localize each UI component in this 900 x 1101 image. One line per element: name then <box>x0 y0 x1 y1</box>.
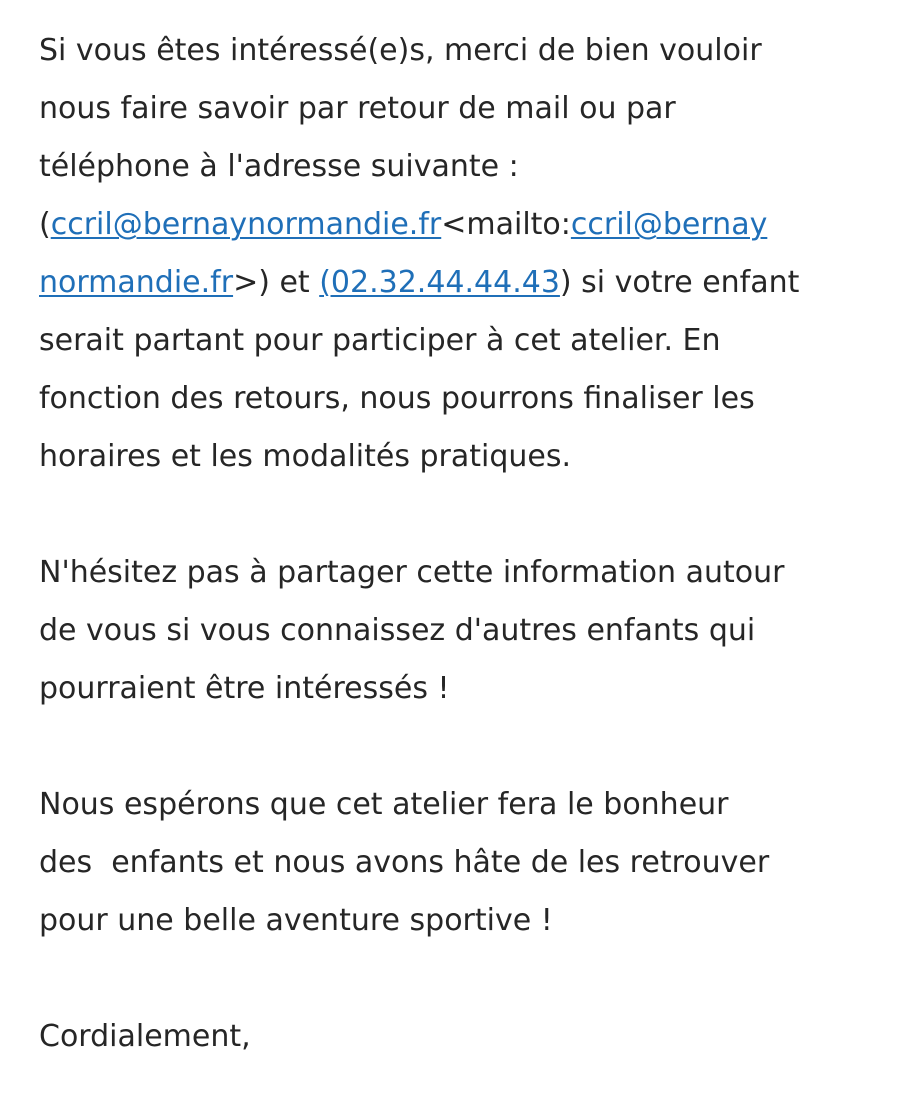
text-fragment: ( <box>39 207 51 242</box>
text-line: Si vous êtes intéressé(e)s, merci de bien vouloir <box>39 33 762 68</box>
paragraph-hope <box>39 776 869 950</box>
closing-salutation: Cordialement, <box>39 1019 251 1054</box>
mailto-link[interactable]: ccril@bernay <box>570 207 768 242</box>
text-line: nous faire savoir par retour de mail ou par <box>39 91 676 126</box>
contact-line-2 <box>39 254 869 312</box>
text-line: pour une belle aventure sportive ! <box>39 903 553 938</box>
paragraph-share <box>39 544 869 718</box>
email-body <box>39 22 869 1066</box>
paragraph-spacer <box>39 486 869 544</box>
paragraph-interest <box>39 22 869 486</box>
paragraph-spacer <box>39 950 869 1008</box>
text-line: Nous espérons que cet atelier fera le bonheur <box>39 787 729 822</box>
text-line: de vous si vous connaissez d'autres enfants qui <box>39 613 756 648</box>
text-line: N'hésitez pas à partager cette information autour <box>39 555 785 590</box>
text-line: serait partant pour participer à cet atelier. En <box>39 323 721 358</box>
text-line: horaires et les modalités pratiques. <box>39 439 572 474</box>
contact-line-1 <box>39 196 869 254</box>
text-line: fonction des retours, nous pourrons finaliser les <box>39 381 755 416</box>
mailto-link-continued[interactable]: normandie.fr <box>39 265 234 300</box>
text-fragment: <mailto: <box>441 207 571 242</box>
text-line: téléphone à l'adresse suivante : <box>39 149 519 184</box>
paragraph-spacer <box>39 718 869 776</box>
text-fragment: >) et <box>233 265 320 300</box>
text-fragment: ) si votre enfant <box>559 265 800 300</box>
text-line: des enfants et nous avons hâte de les retrouver <box>39 845 770 880</box>
text-line: pourraient être intéressés ! <box>39 671 450 706</box>
phone-link[interactable]: (02.32.44.44.43 <box>319 265 560 300</box>
email-link[interactable]: ccril@bernaynormandie.fr <box>50 207 442 242</box>
